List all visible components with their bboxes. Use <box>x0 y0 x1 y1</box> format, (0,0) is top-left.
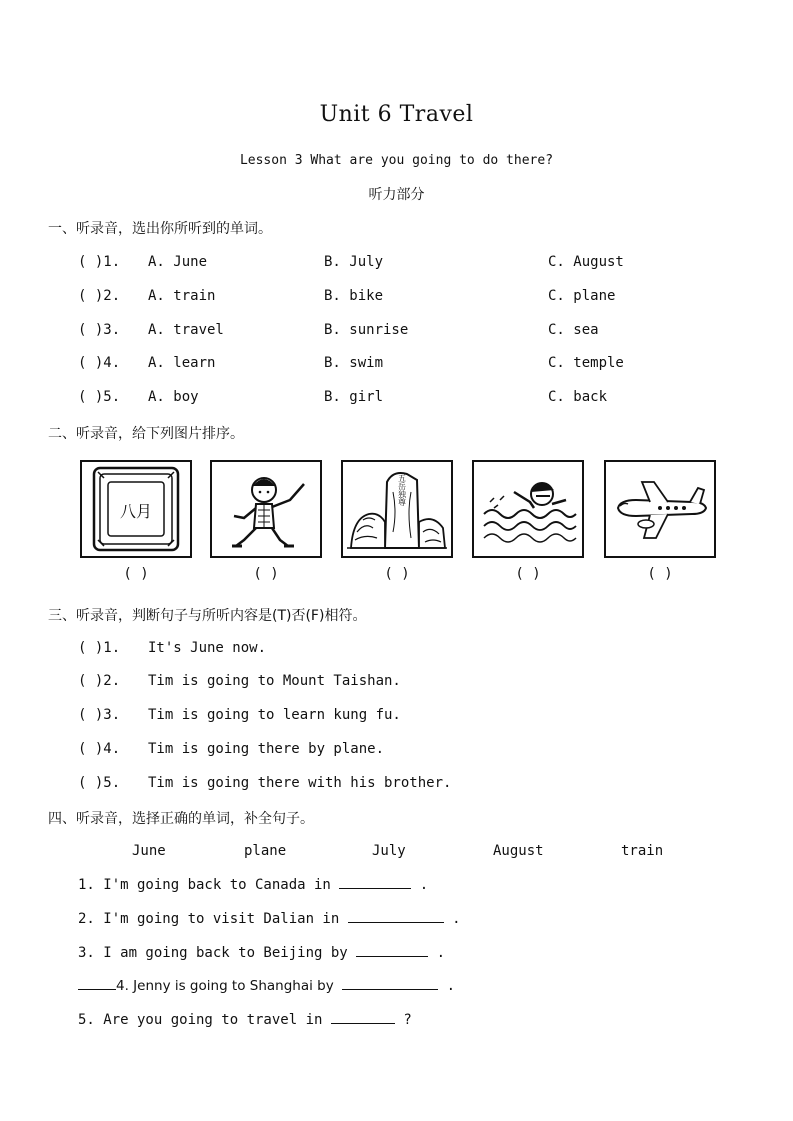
listening-label: 听力部分 <box>368 187 425 203</box>
picture-1-answer[interactable]: ( ) <box>123 566 149 582</box>
calendar-icon <box>82 462 190 556</box>
calendar-month-text: 八月 <box>119 502 153 521</box>
tf-1-text: It's June now. <box>148 640 267 656</box>
q5-option-a[interactable]: A. boy <box>148 389 199 405</box>
q3-option-c[interactable]: C. sea <box>548 322 599 338</box>
plane-icon <box>606 462 714 556</box>
word-bank-train: train <box>621 843 664 859</box>
calendar-picture <box>80 460 192 558</box>
kungfu-boy-icon <box>212 462 320 556</box>
q3-number: ( )3. <box>78 322 121 338</box>
q5-option-b[interactable]: B. girl <box>324 389 384 405</box>
tf-3-text: Tim is going to learn kung fu. <box>148 707 401 723</box>
q3-option-b[interactable]: B. sunrise <box>324 322 409 338</box>
fill-sentence-1 <box>78 876 428 893</box>
q1-option-a[interactable]: A. June <box>148 254 208 270</box>
q4-option-c[interactable]: C. temple <box>548 355 624 371</box>
q2-option-c[interactable]: C. plane <box>548 288 616 304</box>
fill-1-blank[interactable] <box>339 876 411 889</box>
fill-4-blank[interactable] <box>342 977 438 990</box>
fill-2-end: . <box>452 911 461 927</box>
swimming-picture <box>472 460 584 558</box>
taishan-rock-text: 五岳独尊 <box>397 474 407 506</box>
fill-5-end: ? <box>403 1012 412 1028</box>
q5-option-c[interactable]: C. back <box>548 389 608 405</box>
fill-1-text: 1. I'm going back to Canada in <box>78 877 331 893</box>
fill-sentence-2 <box>78 910 461 927</box>
picture-5-answer[interactable]: ( ) <box>647 566 673 582</box>
plane-picture <box>604 460 716 558</box>
tf-5-text: Tim is going there with his brother. <box>148 775 452 791</box>
fill-5-blank[interactable] <box>331 1011 395 1024</box>
fill-3-end: . <box>436 945 446 961</box>
fill-2-text: 2. I'm going to visit Dalian in <box>78 911 340 927</box>
fill-5-text: 5. Are you going to travel in <box>78 1012 323 1028</box>
word-bank-plane: plane <box>244 843 287 859</box>
tf-5-number[interactable]: ( )5. <box>78 775 121 791</box>
word-bank-june: June <box>132 843 166 859</box>
taishan-picture <box>341 460 453 558</box>
swimmer-icon <box>474 462 582 556</box>
q4-option-b[interactable]: B. swim <box>324 355 384 371</box>
fill-3-blank[interactable] <box>356 944 428 957</box>
section-4-heading: 四、听录音，选择正确的单词，补全句子。 <box>48 811 314 827</box>
q3-option-a[interactable]: A. travel <box>148 322 224 338</box>
fill-1-end: . <box>419 877 429 893</box>
section-1-heading: 一、听录音，选出你所听到的单词。 <box>48 221 272 237</box>
q4-number: ( )4. <box>78 355 121 371</box>
q1-option-c[interactable]: C. August <box>548 254 624 270</box>
lesson-subtitle: Lesson 3 What are you going to do there? <box>239 153 554 168</box>
fill-4-text: 4. Jenny is going to Shanghai by <box>116 978 334 994</box>
q2-option-a[interactable]: A. train <box>148 288 216 304</box>
tf-2-number[interactable]: ( )2. <box>78 673 121 689</box>
word-bank-august: August <box>493 843 544 859</box>
fill-4-end: . <box>446 978 456 994</box>
fill-2-blank[interactable] <box>348 910 444 923</box>
fill-3-text: 3. I am going back to Beijing by <box>78 945 348 961</box>
q2-option-b[interactable]: B. bike <box>324 288 384 304</box>
q5-number: ( )5. <box>78 389 121 405</box>
picture-4-answer[interactable]: ( ) <box>515 566 541 582</box>
tf-1-number[interactable]: ( )1. <box>78 640 121 656</box>
tf-3-number[interactable]: ( )3. <box>78 707 121 723</box>
picture-3-answer[interactable]: ( ) <box>384 566 410 582</box>
page-title: Unit 6 Travel <box>319 102 474 127</box>
q4-option-a[interactable]: A. learn <box>148 355 216 371</box>
tf-2-text: Tim is going to Mount Taishan. <box>148 673 401 689</box>
fill-4-lead-blank[interactable] <box>78 977 116 990</box>
section-3-heading: 三、听录音，判断句子与所听内容是(T)否(F)相符。 <box>48 608 367 624</box>
tf-4-text: Tim is going there by plane. <box>148 741 385 757</box>
fill-sentence-5 <box>78 1011 412 1028</box>
tf-4-number[interactable]: ( )4. <box>78 741 121 757</box>
fill-sentence-3 <box>78 944 445 961</box>
taishan-rock-icon <box>343 462 451 556</box>
word-bank-july: July <box>372 843 406 859</box>
q1-number: ( )1. <box>78 254 121 270</box>
q2-number: ( )2. <box>78 288 121 304</box>
kungfu-picture <box>210 460 322 558</box>
fill-sentence-4 <box>78 977 455 994</box>
q1-option-b[interactable]: B. July <box>324 254 384 270</box>
section-2-heading: 二、听录音，给下列图片排序。 <box>48 426 244 442</box>
picture-2-answer[interactable]: ( ) <box>253 566 279 582</box>
